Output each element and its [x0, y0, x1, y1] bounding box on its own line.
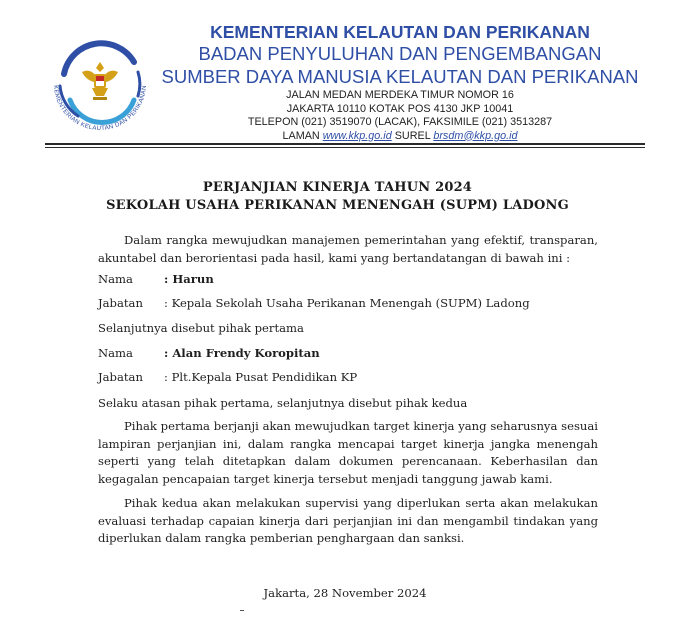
address-line3: TELEPON (021) 3519070 (LACAK), FAKSIMILE (021) 3513287	[247, 116, 553, 128]
first-party-position-label: Jabatan	[98, 296, 143, 310]
email-label: SUREL	[394, 129, 431, 142]
second-party-position-value: : Plt.Kepala Pusat Pendidikan KP	[164, 370, 358, 384]
agency-name-line2: SUMBER DAYA MANUSIA KELAUTAN DAN PERIKANAN	[161, 66, 639, 87]
website-link[interactable]: www.kkp.go.id	[322, 129, 392, 142]
ministry-name: KEMENTERIAN KELAUTAN DAN PERIKANAN	[210, 22, 590, 42]
first-party-position-value: : Kepala Sekolah Usaha Perikanan Menengah (SUPM) Ladong	[164, 296, 530, 310]
document-subtitle: SEKOLAH USAHA PERIKANAN MENENGAH (SUPM) LADONG	[106, 198, 569, 213]
contact-line	[160, 130, 640, 143]
first-party-name-value: : Harun	[164, 272, 214, 286]
second-party-designation: Selaku atasan pihak pertama, selanjutnya disebut pihak kedua	[98, 396, 468, 410]
website-label: LAMAN	[282, 129, 320, 142]
commitment-paragraph-1: Pihak pertama berjanji akan mewujudkan target kinerja yang seharusnya sesuai lampiran perjanjian ini, dalam rangka mencapai target kinerja jangka menengah seperti yang telah ditetapkan dalam dokumen perencanaan. Keberhasilan dan kegagalan pencapaian target kinerja tersebut menjadi tanggung jawab kami.	[98, 419, 598, 486]
second-party-name-value: : Alan Frendy Koropitan	[164, 346, 320, 360]
first-party-designation: Selanjutnya disebut pihak pertama	[98, 321, 304, 335]
second-party-position-row	[98, 370, 357, 384]
first-party-position-row	[98, 296, 530, 310]
first-party-name-label: Nama	[98, 272, 133, 286]
letterhead	[160, 22, 640, 142]
email-link[interactable]: brsdm@kkp.go.id	[433, 129, 518, 142]
intro-paragraph: Dalam rangka mewujudkan manajemen pemerintahan yang efektif, transparan, akuntabel dan berorientasi pada hasil, kami yang bertandatangan di bawah ini :	[98, 233, 598, 265]
second-party-name-label: Nama	[98, 346, 133, 360]
address-line1: JALAN MEDAN MERDEKA TIMUR NOMOR 16	[286, 89, 514, 101]
commitment-paragraph-2: Pihak kedua akan melakukan supervisi yang diperlukan serta akan melakukan evaluasi terhadap capaian kinerja dari perjanjian ini dan mengambil tindakan yang diperlukan dalam rangka pemberian penghargaan dan sanksi.	[98, 496, 598, 545]
agency-name-line1: BADAN PENYULUHAN DAN PENGEMBANGAN	[198, 43, 602, 64]
address-line2: JAKARTA 10110 KOTAK POS 4130 JKP 10041	[286, 102, 514, 115]
scan-mark	[240, 610, 244, 611]
place-date: Jakarta, 28 November 2024	[263, 586, 427, 600]
document-title: PERJANJIAN KINERJA TAHUN 2024	[202, 180, 473, 195]
ministry-logo	[38, 22, 162, 146]
second-party-name-row	[98, 346, 320, 360]
first-party-name-row	[98, 272, 214, 286]
logo-ring-text: KEMENTERIAN KELAUTAN DAN PERIKANAN	[51, 84, 149, 133]
second-party-position-label: Jabatan	[98, 370, 143, 384]
letterhead-divider-thin	[45, 147, 645, 148]
letterhead-divider-thick	[45, 143, 645, 145]
